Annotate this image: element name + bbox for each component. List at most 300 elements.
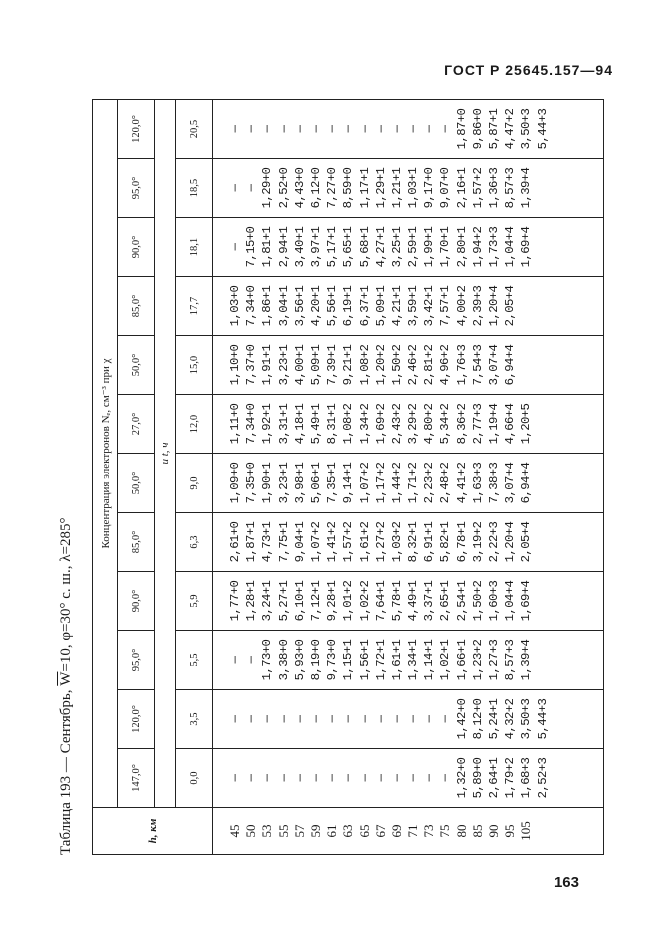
concentration-value: 1,57+2 [470,167,485,209]
concentration-value: 7,27+0 [325,167,340,209]
concentration-value: 2,23+2 [422,462,437,504]
concentration-value: 1,03+2 [389,521,404,563]
concentration-value: 8,12+0 [470,698,485,740]
concentration-value: 3,07+4 [487,344,501,386]
concentration-value: 1,70+1 [438,226,453,268]
concentration-value: 2,05+4 [519,521,534,563]
concentration-value: 2,43+2 [389,403,404,445]
concentration-value: 1,20+2 [373,344,388,386]
concentration-value: 9,86+0 [470,108,485,150]
concentration-value: 1,03+0 [228,285,242,327]
concentration-value: — [228,125,242,133]
concentration-value: 9,04+1 [292,521,307,563]
concentration-value: — [357,774,372,782]
concentration-value: 4,43+0 [292,167,307,209]
concentration-value: 1,99+1 [422,226,437,268]
concentration-value: 8,59+0 [341,167,356,209]
concentration-value: 1,20+4 [503,521,518,563]
concentration-value: 1,23+2 [470,639,485,681]
concentration-value: 6,10+1 [292,580,307,622]
concentration-value: 5,06+1 [308,462,323,504]
concentration-value: 6,37+1 [357,285,372,327]
concentration-value: — [422,774,437,782]
concentration-value: 1,63+3 [470,462,485,504]
concentration-value: 1,27+2 [373,521,388,563]
concentration-value: 4,27+1 [373,226,388,268]
time-value-header: 17,7 [176,277,213,336]
concentration-value: 1,91+1 [260,344,275,386]
concentration-value: — [244,715,259,723]
height-value: 80 [453,824,469,838]
concentration-value: 1,17+1 [357,167,372,209]
concentration-value: 6,12+0 [308,167,323,209]
height-values-list [213,808,535,854]
concentration-value: 7,37+0 [244,344,259,386]
concentration-value: 2,59+1 [406,226,421,268]
concentration-value: 8,36+2 [454,403,469,445]
height-value: 61 [324,824,340,838]
concentration-value: — [276,125,291,133]
concentration-value: 1,81+1 [260,226,275,268]
caption-prefix: Таблица 193 — Сентябрь, [58,689,74,855]
height-value: 69 [388,824,404,838]
concentration-value: 1,57+2 [341,521,356,563]
concentration-value: 1,76+3 [454,344,469,386]
concentration-value: 4,20+1 [308,285,323,327]
concentration-value: 5,93+0 [292,639,307,681]
concentration-value: 1,61+2 [357,521,372,563]
concentration-value: — [292,774,307,782]
height-values-cell [213,808,604,855]
concentration-value: 8,19+0 [308,639,323,681]
concentration-value: 5,44+3 [535,698,550,740]
concentration-value: — [260,715,275,723]
height-value: 59 [307,824,323,838]
height-value: 63 [340,824,356,838]
chi-value-header: 95,0° [118,159,155,218]
height-value: 45 [227,824,242,838]
concentration-value: 5,78+1 [389,580,404,622]
concentration-value: 9,21+1 [341,344,356,386]
concentration-value: 1,66+1 [454,639,469,681]
concentration-value: 5,09+1 [308,344,323,386]
chi-values-row [118,100,155,855]
concentration-value: 3,98+1 [292,462,307,504]
concentration-value: — [373,715,388,723]
concentration-value: 1,21+1 [389,167,404,209]
concentration-value: 2,54+1 [454,580,469,622]
concentration-value: 1,15+1 [341,639,356,681]
concentration-value: 1,07+2 [357,462,372,504]
concentration-value: 3,24+1 [260,580,275,622]
concentration-value: 3,23+1 [276,462,291,504]
table-caption [52,95,80,855]
concentration-value: 1,34+1 [406,639,421,681]
data-column-cell [213,218,604,277]
concentration-value: 5,09+1 [373,285,388,327]
concentration-value: — [308,715,323,723]
concentration-value: 3,04+1 [276,285,291,327]
concentration-value: 3,19+2 [470,521,485,563]
height-value: 50 [243,824,259,838]
concentration-value: — [325,774,340,782]
concentration-value: 1,36+3 [487,167,501,209]
table-body-row [213,100,604,855]
concentration-value: 1,72+1 [373,639,388,681]
height-value: 71 [405,824,421,838]
chi-value-header: 90,0° [118,572,155,631]
concentration-value: 4,80+2 [422,403,437,445]
time-value-header: 15,0 [176,336,213,395]
data-column-values [213,749,551,807]
concentration-value: 7,35+0 [244,462,259,504]
concentration-value: 7,54+3 [470,344,485,386]
time-value-header: 5,9 [176,572,213,631]
concentration-value: — [357,125,372,133]
concentration-value: — [244,125,259,133]
time-value-header: 6,3 [176,513,213,572]
concentration-value: — [260,774,275,782]
concentration-value: 1,08+2 [357,344,372,386]
concentration-value: 8,57+3 [503,639,518,681]
concentration-value: 1,79+2 [503,757,518,799]
time-value-header: 9,0 [176,454,213,513]
concentration-value: — [276,774,291,782]
concentration-value: 3,40+1 [292,226,307,268]
concentration-value: 2,46+2 [406,344,421,386]
concentration-value: — [389,125,404,133]
concentration-value: 1,69+2 [373,403,388,445]
concentration-value: 1,17+2 [373,462,388,504]
concentration-value: 3,25+1 [389,226,404,268]
chi-value-header: 50,0° [118,454,155,513]
concentration-value: — [244,656,259,664]
concentration-value: 7,12+1 [308,580,323,622]
chi-value-header: 120,0° [118,690,155,749]
concentration-value: 9,73+0 [325,639,340,681]
concentration-value: 7,38+3 [487,462,501,504]
chi-value-header: 27,0° [118,395,155,454]
caption-w-symbol: $\overline{W}$ [58,671,74,686]
concentration-value: — [341,715,356,723]
concentration-value: 1,02+1 [438,639,453,681]
data-column-values [213,572,535,630]
concentration-value: 7,75+1 [276,521,291,563]
concentration-value: 1,86+1 [260,285,275,327]
concentration-value: 3,97+1 [308,226,323,268]
concentration-value: 1,50+2 [389,344,404,386]
concentration-value: 3,37+1 [422,580,437,622]
chi-value-header: 147,0° [118,749,155,808]
concentration-value: 4,32+2 [503,698,518,740]
concentration-value: 1,01+2 [341,580,356,622]
concentration-value: — [389,774,404,782]
concentration-value: 9,07+0 [438,167,453,209]
data-column-values [213,218,535,276]
concentration-value: 8,57+3 [503,167,518,209]
concentration-value: 1,39+4 [519,639,534,681]
data-column-cell [213,631,604,690]
concentration-value: 7,39+1 [325,344,340,386]
data-column-cell [213,454,604,513]
concentration-value: 3,56+1 [292,285,307,327]
concentration-value: 1,73+3 [487,226,501,268]
concentration-value: 1,32+0 [454,757,469,799]
concentration-value: 3,07+4 [503,462,518,504]
concentration-value: 6,94+4 [503,344,518,386]
concentration-value: 1,41+2 [325,521,340,563]
concentration-value: 1,04+4 [503,580,518,622]
concentration-value: 1,94+2 [470,226,485,268]
concentration-value: 9,14+1 [341,462,356,504]
height-value: 75 [437,824,453,838]
concentration-value: 2,80+1 [454,226,469,268]
time-value-header: 18,5 [176,159,213,218]
concentration-value: 2,39+3 [470,285,485,327]
concentration-value: 3,59+1 [406,285,421,327]
concentration-value: 4,41+2 [454,462,469,504]
height-value: 105 [518,821,534,841]
time-value-header: 5,5 [176,631,213,690]
concentration-value: — [438,125,453,133]
concentration-value: 3,38+0 [276,639,291,681]
time-values-row [176,100,213,855]
concentration-value: — [244,184,259,192]
height-value: 85 [469,824,485,838]
concentration-value: 2,48+2 [438,462,453,504]
concentration-value: 7,34+0 [244,285,259,327]
concentration-value: — [244,774,259,782]
concentration-value: 1,29+0 [260,167,275,209]
height-column-header: h, км [93,808,213,855]
concentration-value: 1,19+4 [487,403,501,445]
concentration-value: 1,50+2 [470,580,485,622]
concentration-value: 2,61+0 [228,521,242,563]
concentration-value: — [341,774,356,782]
concentration-value: 2,81+2 [422,344,437,386]
concentration-value: 1,02+2 [357,580,372,622]
chi-value-header: 90,0° [118,218,155,277]
data-column-values [213,631,535,689]
concentration-value: 1,27+3 [487,639,501,681]
concentration-value: 3,23+1 [276,344,291,386]
height-value: 73 [421,824,437,838]
concentration-value: 5,89+0 [470,757,485,799]
concentration-value: 3,42+1 [422,285,437,327]
data-column-cell [213,100,604,159]
concentration-value: 1,69+4 [519,226,534,268]
concentration-value: 5,17+1 [325,226,340,268]
time-value-header: 0,0 [176,749,213,808]
concentration-value: 5,34+2 [438,403,453,445]
concentration-value: — [422,715,437,723]
concentration-value: 9,28+1 [325,580,340,622]
concentration-value: 3,29+2 [406,403,421,445]
concentration-value: 8,32+1 [406,521,421,563]
document-code: ГОСТ Р 25645.157—94 [444,62,613,78]
concentration-value: 1,34+2 [357,403,372,445]
time-value-header: 3,5 [176,690,213,749]
concentration-value: — [389,715,404,723]
concentration-value: 5,49+1 [308,403,323,445]
concentration-value: — [438,774,453,782]
concentration-value: 5,24+1 [487,698,501,740]
height-value: 90 [486,824,501,838]
concentration-value: 4,00+2 [454,285,469,327]
concentration-value: 1,28+1 [244,580,259,622]
concentration-value: 2,16+1 [454,167,469,209]
concentration-value: 4,18+1 [292,403,307,445]
concentration-value: 3,50+3 [519,108,534,150]
concentration-value: 3,50+3 [519,698,534,740]
concentration-value: 1,07+2 [308,521,323,563]
concentration-value: 5,56+1 [325,285,340,327]
concentration-value: — [438,715,453,723]
data-column-cell [213,277,604,336]
data-column-values [213,159,535,217]
concentration-value: 2,52+3 [535,757,550,799]
chi-value-header: 85,0° [118,277,155,336]
concentration-value: — [406,715,421,723]
data-column-values [213,454,535,512]
concentration-value: 1,92+1 [260,403,275,445]
concentration-value: 1,29+1 [373,167,388,209]
concentration-value: 6,78+1 [454,521,469,563]
data-column-cell [213,159,604,218]
concentration-value: 1,61+1 [389,639,404,681]
concentration-value: — [292,125,307,133]
concentration-value: — [228,774,242,782]
concentration-value: — [260,125,275,133]
concentration-value: — [406,125,421,133]
concentration-value: 4,96+2 [438,344,453,386]
data-column-cell [213,572,604,631]
data-column-values [213,690,551,748]
concentration-value: 1,68+3 [519,757,534,799]
concentration-value: — [373,125,388,133]
height-value: 55 [275,824,291,838]
concentration-value: 1,42+0 [454,698,469,740]
concentration-value: 9,17+0 [422,167,437,209]
concentration-value: 4,21+1 [389,285,404,327]
concentration-value: 7,34+0 [244,403,259,445]
concentration-value: 8,31+1 [325,403,340,445]
concentration-value: 7,57+1 [438,285,453,327]
electron-concentration-table [92,99,604,855]
concentration-value: 5,44+3 [535,108,550,150]
concentration-value: 4,00+1 [292,344,307,386]
concentration-value: — [228,715,242,723]
concentration-value: — [276,715,291,723]
concentration-value: 7,64+1 [373,580,388,622]
data-column-values [213,100,551,158]
concentration-value: 1,09+0 [228,462,242,504]
concentration-value: — [292,715,307,723]
chi-value-header: 95,0° [118,631,155,690]
concentration-value: — [325,715,340,723]
concentration-value: 1,71+2 [406,462,421,504]
concentration-value: 1,10+0 [228,344,242,386]
concentration-value: 1,20+4 [487,285,501,327]
concentration-value: 5,27+1 [276,580,291,622]
concentration-value: 5,65+1 [341,226,356,268]
concentration-value: 1,73+0 [260,639,275,681]
data-column-cell [213,690,604,749]
concentration-value: 1,04+4 [503,226,518,268]
concentration-value: 1,60+3 [487,580,501,622]
concentration-value: 2,77+3 [470,403,485,445]
concentration-value: — [373,774,388,782]
caption-parameters: =10, φ=30° с. ш., λ=285° [58,517,74,672]
data-column-cell [213,336,604,395]
concentration-value: 5,68+1 [357,226,372,268]
concentration-value: 1,08+2 [341,403,356,445]
concentration-value: 1,77+0 [228,580,242,622]
concentration-value: 1,44+2 [389,462,404,504]
height-value: 95 [502,824,518,838]
concentration-value: 1,87+1 [244,521,259,563]
height-value: 53 [259,824,275,838]
data-column-cell [213,513,604,572]
concentration-header: Концентрация электронов Nₑ, см⁻³ при χ [93,100,118,808]
concentration-value: 1,14+1 [422,639,437,681]
height-value: 67 [372,824,388,838]
concentration-value: 6,94+4 [519,462,534,504]
concentration-value: 1,11+0 [228,403,242,445]
data-column-values [213,395,535,453]
concentration-value: 4,66+4 [503,403,518,445]
concentration-value: — [228,184,242,192]
data-column-cell [213,749,604,808]
concentration-value: — [325,125,340,133]
concentration-value: 1,20+5 [519,403,534,445]
data-column-values [213,277,518,335]
concentration-value: 1,39+4 [519,167,534,209]
concentration-value: 5,82+1 [438,521,453,563]
concentration-value: 1,56+1 [357,639,372,681]
concentration-value: — [228,656,242,664]
concentration-value: 2,52+0 [276,167,291,209]
concentration-value: 7,35+1 [325,462,340,504]
height-value: 65 [356,824,372,838]
concentration-value: 2,05+4 [503,285,518,327]
concentration-value: — [341,125,356,133]
data-column-cell [213,395,604,454]
concentration-value: 1,87+0 [454,108,469,150]
rotated-table-block [52,95,622,855]
chi-value-header: 120,0° [118,100,155,159]
concentration-value: 5,87+1 [487,108,501,150]
concentration-value: — [406,774,421,782]
page-number: 163 [553,874,579,891]
concentration-value: 7,15+0 [244,226,259,268]
concentration-value: 1,69+4 [519,580,534,622]
concentration-value: 4,73+1 [260,521,275,563]
concentration-value: — [357,715,372,723]
concentration-value: 1,90+1 [260,462,275,504]
concentration-value: 2,64+1 [487,757,501,799]
chi-value-header: 85,0° [118,513,155,572]
time-value-header: 12,0 [176,395,213,454]
concentration-value: 2,94+1 [276,226,291,268]
data-column-values [213,513,535,571]
concentration-value: 1,03+1 [406,167,421,209]
height-value: 57 [291,824,307,838]
concentration-value: — [422,125,437,133]
chi-value-header: 50,0° [118,336,155,395]
concentration-value: 6,91+1 [422,521,437,563]
time-value-header: 20,5 [176,100,213,159]
